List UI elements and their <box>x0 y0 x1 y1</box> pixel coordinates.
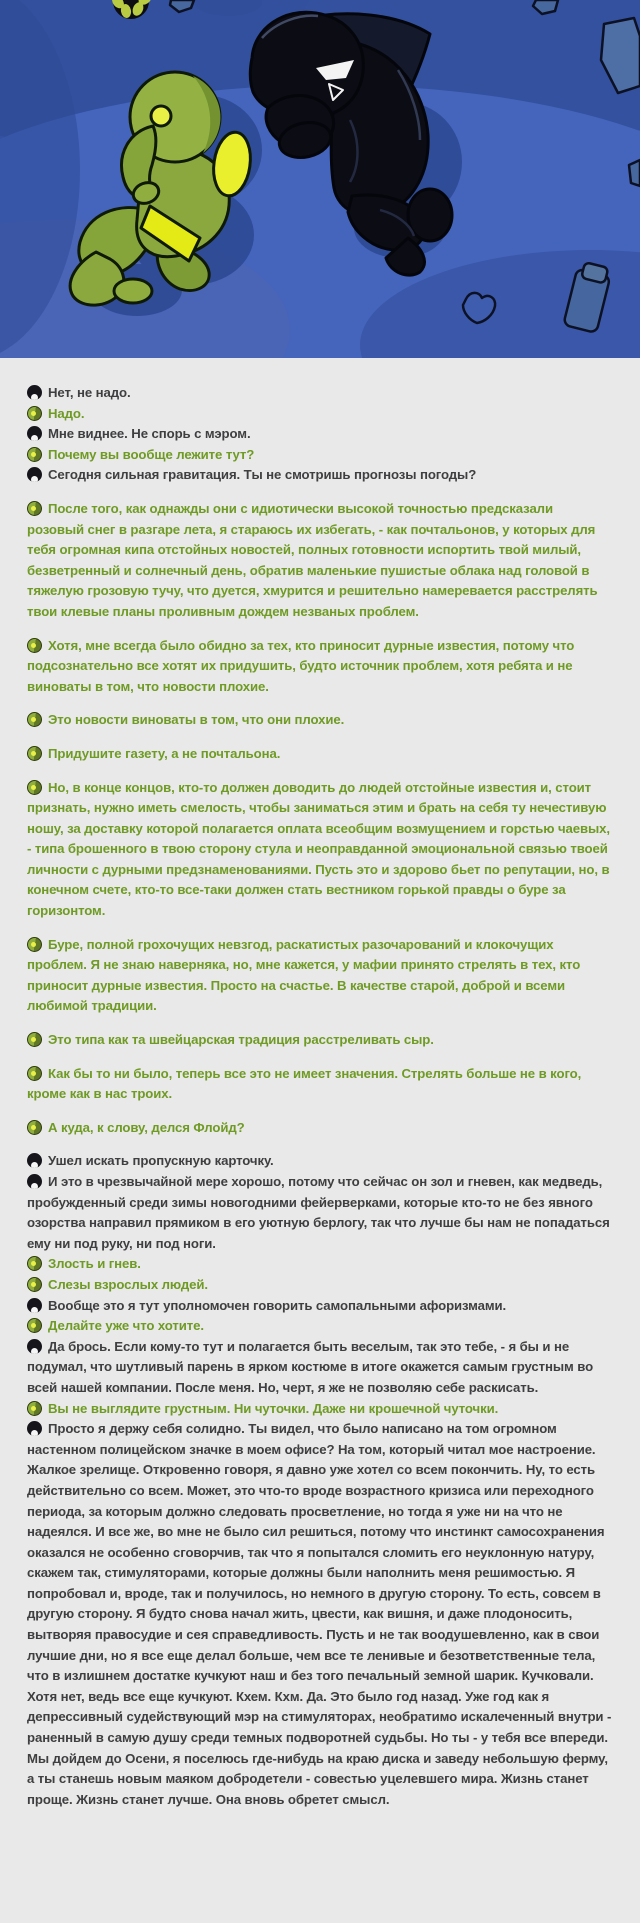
dialogue-line <box>27 1030 612 1051</box>
comic-illustration <box>0 0 640 358</box>
dialogue-text: Почему вы вообще лежите тут? <box>48 446 255 462</box>
dialogue-text: Нет, не надо. <box>48 385 131 400</box>
dialogue-text: Вообще это я тут уполномочен говорить самопальными афоризмами. <box>48 1297 507 1313</box>
dialogue-line <box>27 404 612 425</box>
green-character-avatar-icon <box>27 447 42 462</box>
dialogue-line <box>27 445 612 466</box>
dialogue-text: Хотя, мне всегда было обидно за тех, кто приносит дурные известия, потому что подсознательно все хотят их придушить, будто источник проблем, хотя ребята и не виноваты в том, что новости плохие. <box>27 637 575 694</box>
dialogue-text: И это в чрезвычайной мере хорошо, потому что сейчас он зол и гневен, как медведь, пробужденный среди зимы новогодними фейерверками, которые кто-то не без явного озорства направил прямиком в его уютную берлогу, так что лучше бы нам не попадаться ему ни под руку, ни под ноги. <box>27 1174 610 1251</box>
dialogue-line <box>27 383 612 404</box>
green-character-avatar-icon <box>27 1120 42 1135</box>
dialogue-text: Мне виднее. Не спорь с мэром. <box>48 426 251 442</box>
black-character-avatar-icon <box>27 1339 42 1354</box>
green-character-avatar-icon <box>27 746 42 761</box>
dialogue-text: Да брось. Если кому-то тут и полагается быть веселым, так это тебе, - я бы и не подумал, что шутливый парень в ярком костюме в итоге окажется самым грустным во всей нашей компании. После меня. Но, черт, я же не позволяю себе раскисать. <box>27 1338 594 1395</box>
dialogue-line <box>27 1316 612 1337</box>
dialogue-text: Просто я держу себя солидно. Ты видел, что было написано на том огромном настенном полицейском значке в моем офисе? На том, который читал мое настроение. Жалкое зрелище. Откровенно говоря, я давно уже хотел со всем покончить. Ну, то есть действительно со всем. Может, это что-то вроде возрастного кризиса или переходного периода, за которым должно следовать просветление, но тогда я уже ни на что не надеялся. И все же, во мне не было сил решиться, потому что инстинкт самосохранения оказался не особенно сговорчив, так что я попытался сломить его неуклонную натуру, скажем так, стимуляторами, которые должны были наполнить меня решимостью. Я попробовал и, вроде, так и получилось, но немного в другую сторону. То есть, совсем в другую сторону. Я будто снова начал жить, цвести, как вишня, и даже плодоносить, вытворяя правосудие и сея справедливость. Пусть и не так воодушевленно, как в свои лучшие дни, но я все еще делал больше, чем все те ленивые и безответственные тела, что в излишнем достатке кучкуют наш и без того печальный земной шарик. Кучковали. Хотя нет, ведь все еще кучкуют. Кхем. Кхм. Да. Это было год назад. Уже год как я депрессивный судействующий мэр на стимуляторах, необратимо искалеченный внутри - раненный в самую душу среди темных подворотней судьбы. Но ты - у тебя все впереди. Мы дойдем до Осени, я поселюсь где-нибудь на краю диска и заведу небольшую ферму, а ты станешь новым маяком добродетели - совестью уцелевшего мира. Жизнь станет проще. Жизнь станет лучше. Она вновь обретет смысл. <box>27 1421 612 1807</box>
dialogue-line <box>27 1419 612 1810</box>
dialogue-text: Надо. <box>48 405 85 421</box>
black-character-avatar-icon <box>27 385 42 400</box>
green-character-avatar-icon <box>27 1277 42 1292</box>
green-character-avatar-icon <box>27 937 42 952</box>
dialogue-line <box>27 424 612 445</box>
green-character-avatar-icon <box>27 1401 42 1416</box>
green-character-eye <box>151 106 171 126</box>
dialogue-line <box>27 1118 612 1139</box>
dialogue-line <box>27 499 612 623</box>
green-character-avatar-icon <box>27 1066 42 1081</box>
dialogue-line <box>27 1399 612 1420</box>
dialogue-text: А куда, к слову, делся Флойд? <box>48 1119 245 1135</box>
green-character-avatar-icon <box>27 1032 42 1047</box>
dialogue-text: Делайте уже что хотите. <box>48 1318 204 1334</box>
dialogue-line <box>27 935 612 1017</box>
dialogue-text: Это новости виноваты в том, что они плохие. <box>48 712 345 728</box>
dialogue-line <box>27 710 612 731</box>
dialogue-text: Это типа как та швейцарская традиция расстреливать сыр. <box>48 1032 434 1048</box>
dialogue-log <box>0 358 640 1923</box>
dialogue-text: Буре, полной грохочущих невзгод, раскатистых разочарований и клокочущих проблем. Я не знаю наверняка, но, мне кажется, у мафии принято стрелять в тех, кто приносит дурные известия. Просто на счастье. В качестве старой, доброй и всеми любимой традиции. <box>27 936 581 1014</box>
dialogue-text: Ушел искать пропускную карточку. <box>48 1153 274 1169</box>
black-character-avatar-icon <box>27 467 42 482</box>
black-character-avatar-icon <box>27 1153 42 1168</box>
dialogue-line <box>27 744 612 765</box>
green-character-avatar-icon <box>27 780 42 795</box>
dialogue-text: Придушите газету, а не почтальона. <box>48 745 281 761</box>
dialogue-line <box>27 1064 612 1105</box>
dialogue-text: Как бы то ни было, теперь все это не имеет значения. Стрелять больше не в кого, кроме как в нас троих. <box>27 1065 582 1102</box>
dialogue-line <box>27 1296 612 1317</box>
dialogue-line <box>27 465 612 486</box>
green-character-avatar-icon <box>27 712 42 727</box>
dialogue-text: После того, как однажды они с идиотически высокой точностью предсказали розовый снег в разгаре лета, я стараюсь их избегать, - как почтальонов, у которых для тебя огромная кипа отстойных новостей, полных готовности испортить твой милый, безветренный и солнечный день, обратив маленькие пушистые облака над головой в тяжелую грозовую тучу, что дуется, хмурится и решительно намеревается расстрелять твои клевые планы проливным дождем незваных проблем. <box>27 500 598 619</box>
dialogue-line <box>27 1275 612 1296</box>
dialogue-text: Но, в конце концов, кто-то должен доводить до людей отстойные известия и, стоит признать, нужно иметь смелость, чтобы заниматься этим и брать на себя ту нечестивую ношу, за доставку которой полагается оплата всеобщим возмущением и горстью чаевых, - типа брошенного в твою сторону стула и неоправданной эмоциональной связью твоей личности с дурными предзнаменованиями. Пусть это и здорово бьет по репутации, но, в конечном счете, кто-то все-таки должен стать вестником горькой правды о буре за горизонтом. <box>27 779 610 919</box>
green-character-avatar-icon <box>27 501 42 516</box>
black-character-avatar-icon <box>27 1174 42 1189</box>
dialogue-line <box>27 1172 612 1254</box>
dialogue-line <box>27 636 612 698</box>
comic-panel <box>0 0 640 358</box>
green-character-avatar-icon <box>27 406 42 421</box>
green-character-avatar-icon <box>27 1256 42 1271</box>
dialogue-text: Вы не выглядите грустным. Ни чуточки. Даже ни крошечной чуточки. <box>48 1400 499 1416</box>
green-character-avatar-icon <box>27 638 42 653</box>
dialogue-line <box>27 778 612 922</box>
dialogue-line <box>27 1254 612 1275</box>
dialogue-text: Сегодня сильная гравитация. Ты не смотришь прогнозы погоды? <box>48 467 477 483</box>
dialogue-line <box>27 1151 612 1172</box>
dialogue-text: Злость и гнев. <box>48 1256 141 1272</box>
dialogue-line <box>27 1337 612 1399</box>
black-character-avatar-icon <box>27 426 42 441</box>
green-character-avatar-icon <box>27 1318 42 1333</box>
dialogue-text: Слезы взрослых людей. <box>48 1276 208 1292</box>
black-character-avatar-icon <box>27 1421 42 1436</box>
black-character-avatar-icon <box>27 1298 42 1313</box>
